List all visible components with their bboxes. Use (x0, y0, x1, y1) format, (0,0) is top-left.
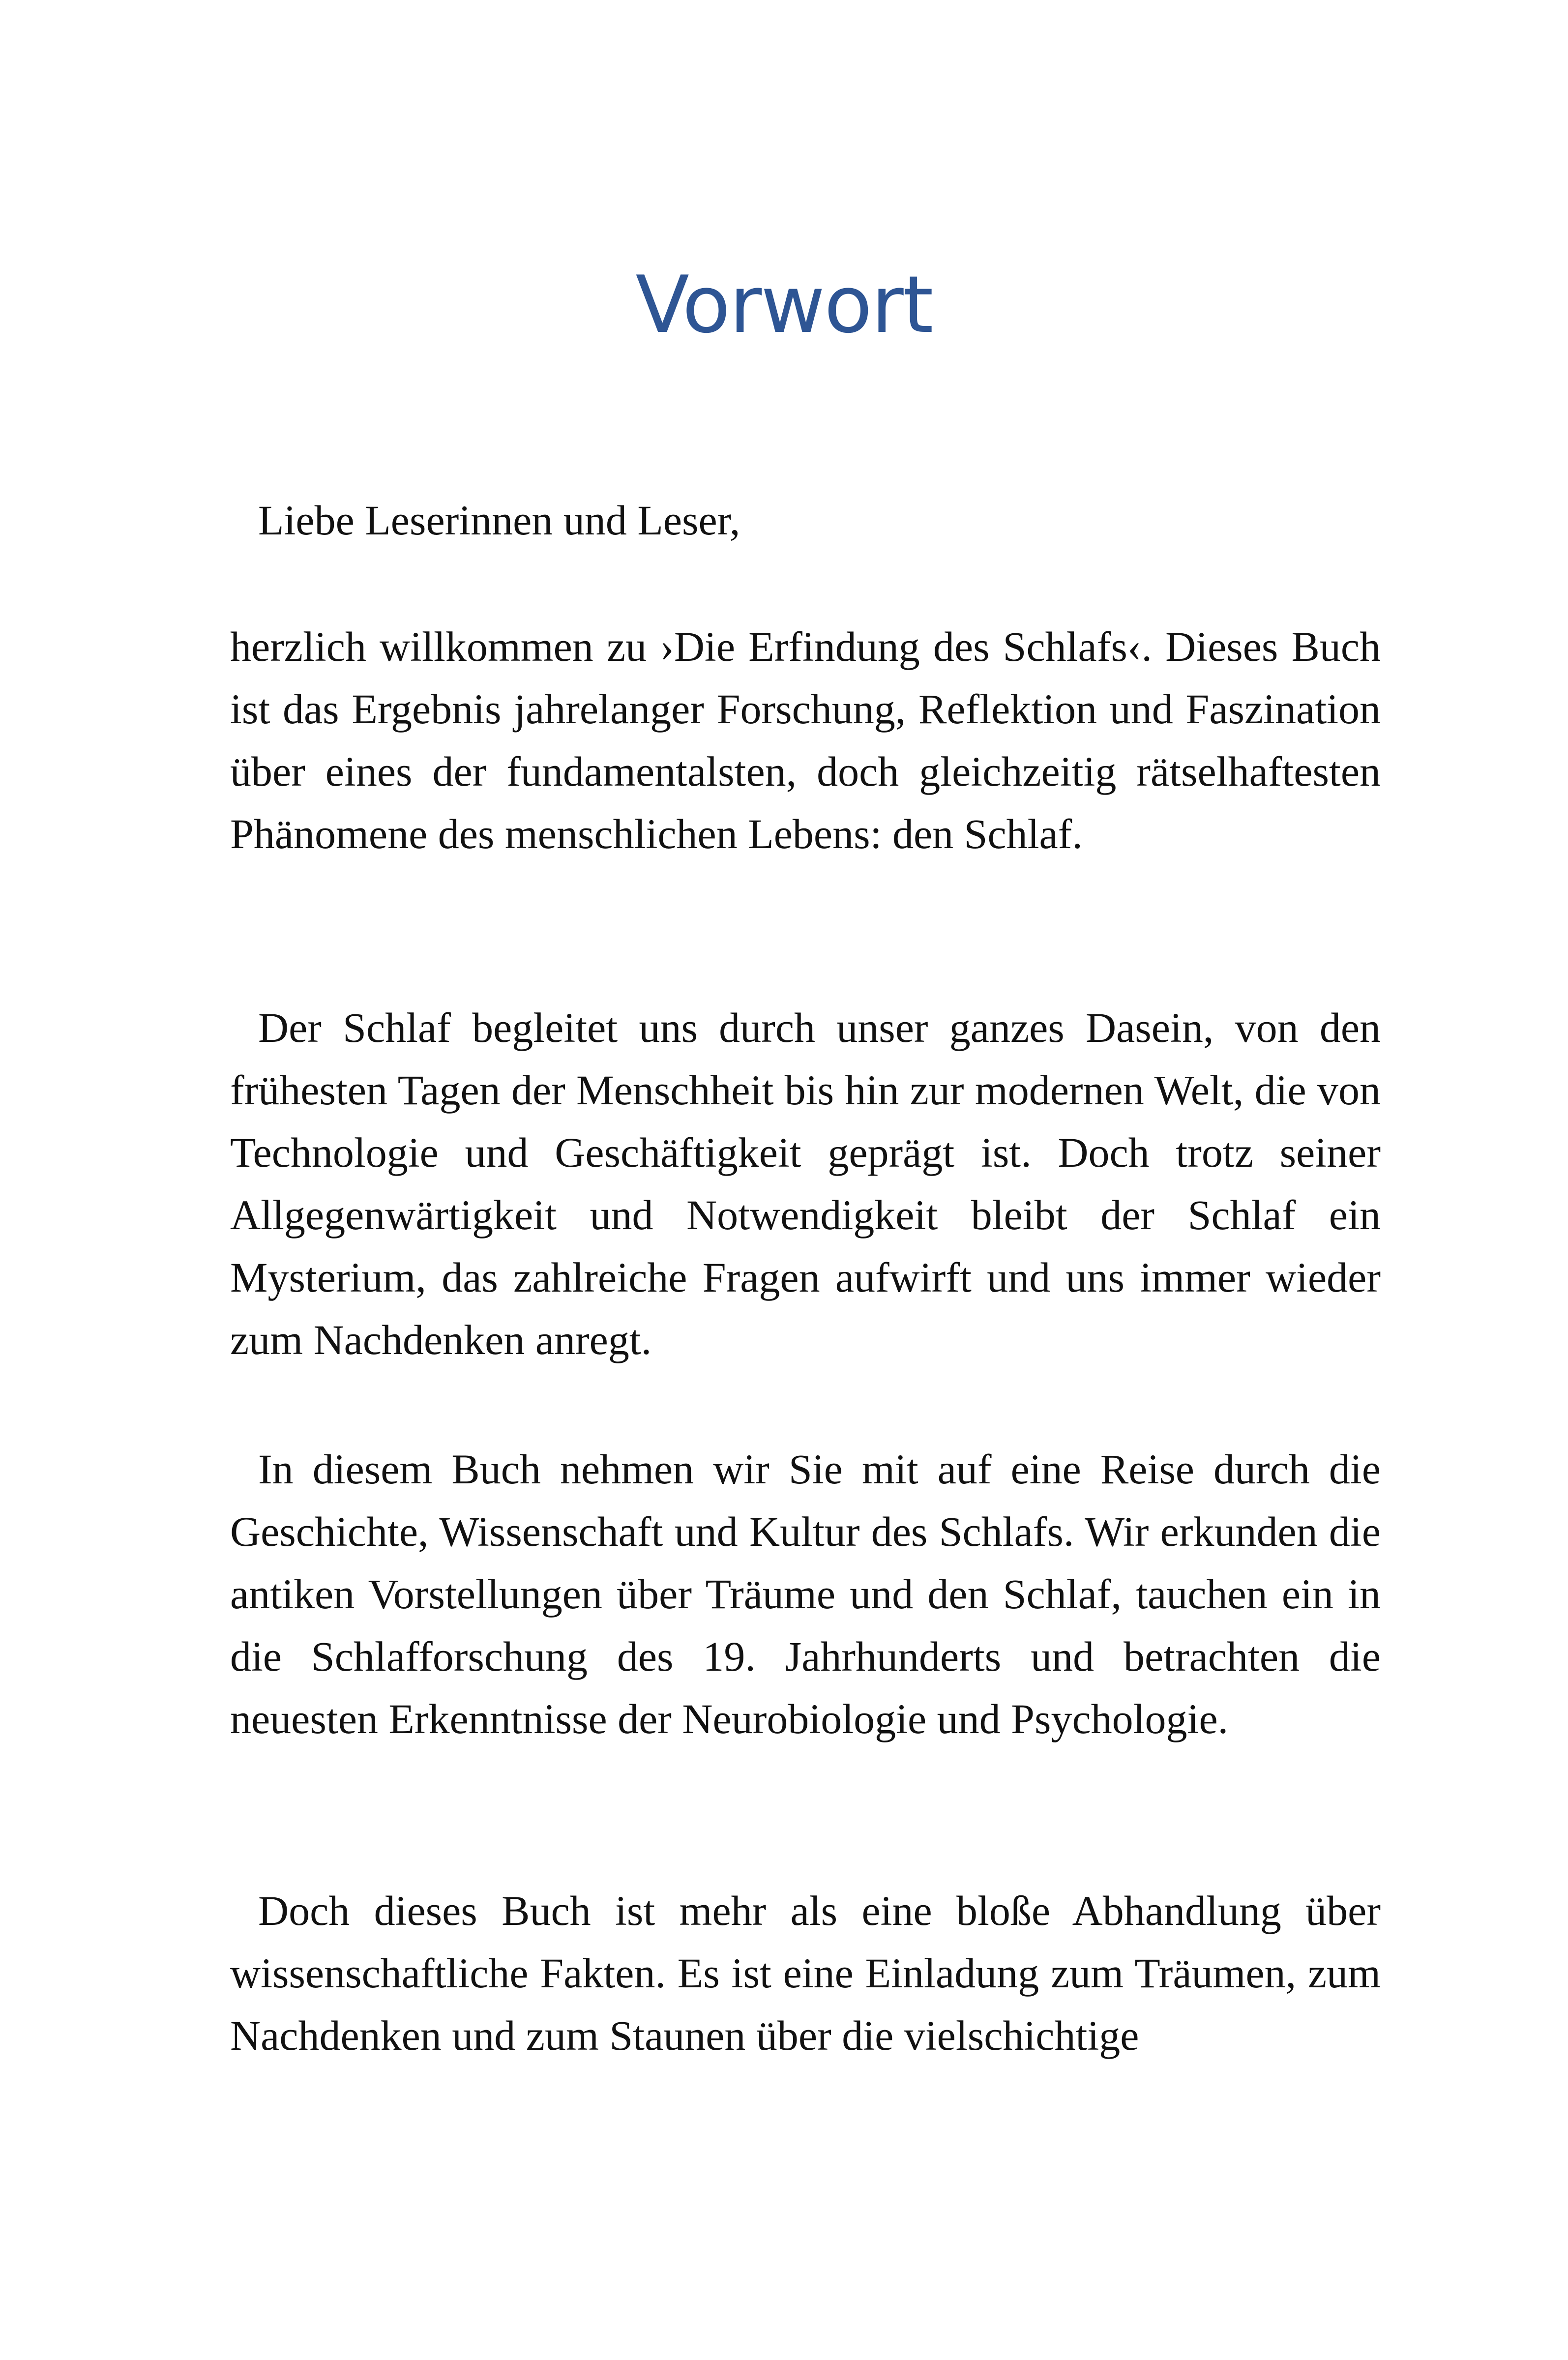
paragraph-2: Der Schlaf begleitet uns durch unser ganzes Dasein, von den frühesten Tagen der Menschheit bis hin zur modernen Welt, die von Technologie und Geschäftigkeit geprägt ist. Doch trotz seiner Allgegenwärtigkeit und Notwendigkeit bleibt der Schlaf ein Mysterium, das zahlreiche Fragen aufwirft und uns immer wieder zum Nachdenken anregt. (230, 1004, 1381, 1363)
paragraph-4: Doch dieses Buch ist mehr als eine bloße Abhandlung über wissenschaftliche Fakten. Es ist eine Einladung zum Träumen, zum Nachdenken und zum Staunen über die vielschichtige (230, 1887, 1381, 2059)
paragraph-3: In diesem Buch nehmen wir Sie mit auf eine Reise durch die Geschichte, Wissenschaft und Kultur des Schlafs. Wir erkunden die antiken Vorstellungen über Träume und den Schlaf, tauchen ein in die Schlafforschung des 19. Jahrhunderts und betrachten die neuesten Erkenntnisse der Neurobiologie und Psychologie. (230, 1446, 1381, 1742)
paragraph-1: herzlich willkommen zu ›Die Erfindung des Schlafs‹. Dieses Buch ist das Ergebnis jahrelanger Forschung, Reflektion und Faszination über eines der fundamentalsten, doch gleichzeitig rätselhaftesten Phänomene des menschlichen Lebens: den Schlaf. (230, 623, 1381, 857)
chapter-title: Vorwort (635, 259, 933, 351)
salutation: Liebe Leserinnen und Leser, (258, 497, 740, 544)
